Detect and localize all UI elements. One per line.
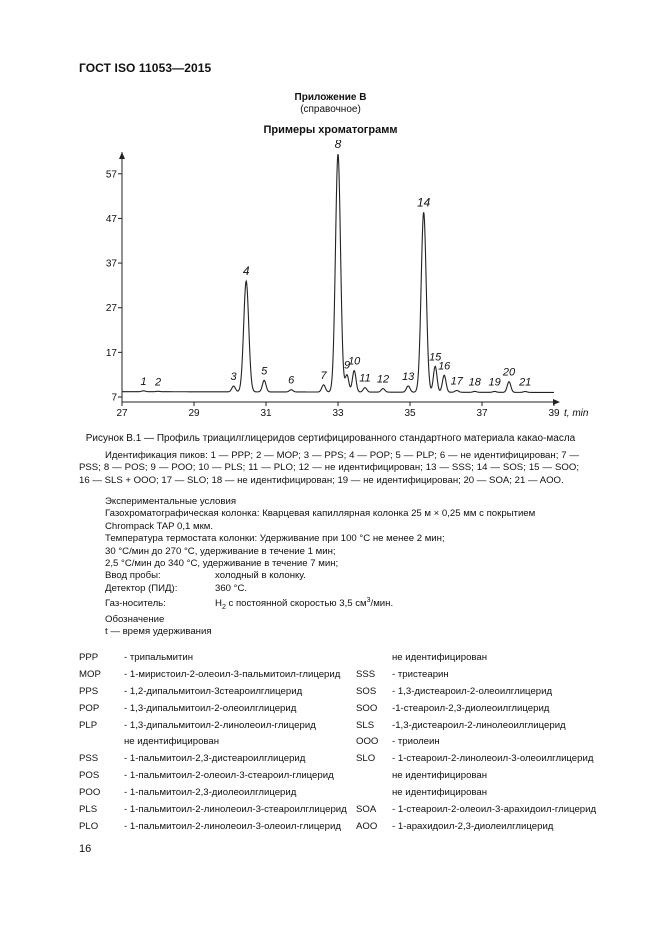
abbr-code: PLS [79, 804, 98, 816]
abbr-desc: - 1-арахидоил-2,3-диолеилглицерид [392, 820, 554, 832]
table-row [79, 770, 596, 787]
figure-caption: Рисунок В.1 — Профиль триацилглицеридов сертифицированного стандартного материала какао-масла [85, 433, 576, 444]
table-row [79, 736, 596, 753]
abbr-code: SLS [356, 719, 375, 731]
carrier-gas-h: H [215, 598, 222, 610]
x-tick-label: 27 [116, 408, 128, 419]
abbr-code: POP [79, 702, 100, 714]
abbr-code: SOO [356, 702, 378, 714]
annex-title: Приложение В [294, 92, 367, 103]
y-tick-label: 7 [111, 392, 117, 404]
abbr-code: OOO [356, 736, 379, 748]
section-title: Примеры хроматограмм [263, 124, 398, 136]
abbr-desc: - 1,3-дипальмитоил-2-олеоилглицерид [124, 702, 297, 714]
peak-label: 16 [438, 360, 451, 373]
table-row [79, 787, 596, 804]
carrier-gas-rate: с постоянной скоростью 3,5 см [225, 598, 367, 610]
table-row [79, 720, 596, 737]
abbr-code: PLO [79, 820, 99, 832]
oven-temperature-line-3: 2,5 °С/мин до 340 °С, удерживание в течение 7 мин; [105, 558, 339, 570]
oven-temperature-line-1: Температура термостата колонки: Удерживание при 100 °С не менее 2 мин; [105, 533, 445, 545]
detector-row [79, 583, 579, 595]
table-row [79, 753, 596, 770]
table-row [79, 821, 596, 838]
legend [105, 614, 212, 639]
abbr-code: POO [79, 787, 101, 799]
abbr-desc: не идентифицирован [392, 787, 488, 799]
peak-label: 21 [519, 376, 532, 389]
y-axis-arrow-icon [119, 152, 125, 159]
y-tick-label: 47 [105, 213, 117, 225]
peak-label: 10 [348, 355, 361, 368]
x-tick-label: 33 [332, 408, 344, 419]
carrier-gas-row [79, 595, 579, 615]
y-tick-label: 37 [105, 258, 117, 270]
abbr-desc: - 1,3-дистеароил-2-олеоилглицерид [392, 685, 553, 697]
chromatogram-chart [0, 140, 661, 430]
table-row [79, 703, 596, 720]
abbr-desc: - 1-пальмитоил-2-олеоил-3-стеароил-глицерид [124, 770, 334, 782]
abbr-code: PSS [79, 753, 99, 765]
abbr-code: PPS [79, 685, 99, 697]
conditions-heading: Экспериментальные условия [105, 496, 237, 507]
injection-row [79, 570, 579, 582]
detector-label: Детектор (ПИД): [105, 582, 178, 594]
legend-item: t — время удерживания [105, 626, 212, 638]
y-tick-label: 57 [105, 169, 117, 181]
injection-label: Ввод пробы: [105, 570, 161, 582]
x-axis-label: t, min [564, 408, 589, 419]
page-number: 16 [79, 843, 92, 855]
peak-label: 20 [502, 366, 516, 379]
x-tick-label: 35 [404, 408, 416, 419]
y-tick-label: 27 [105, 303, 117, 315]
peak-label: 1 [140, 375, 147, 388]
abbr-code: SLO [356, 753, 376, 765]
peak-label: 12 [376, 373, 390, 386]
abbr-code: MOP [79, 668, 101, 680]
legend-heading: Обозначение [105, 614, 165, 625]
table-row [79, 669, 596, 686]
abbr-code: SSS [356, 668, 376, 680]
peak-label: 8 [334, 140, 342, 152]
abbr-desc: - 1-стеароил-2-линолеоил-3-олеоилглицерид [392, 753, 594, 765]
x-tick-label: 39 [548, 408, 560, 419]
abbr-desc: не идентифицирован [392, 770, 488, 782]
abbr-desc: - 1-миристоил-2-олеоил-3-пальмитоил-глицерид [124, 668, 341, 680]
table-row [79, 652, 596, 669]
x-tick-label: 29 [188, 408, 200, 419]
injection-value: холодный в колонку. [215, 570, 306, 582]
abbr-code [79, 736, 124, 753]
abbr-code: POS [79, 770, 100, 782]
document-header: ГОСТ ISO 11053—2015 [79, 61, 212, 75]
abbr-code [356, 787, 392, 804]
peak-label: 5 [261, 365, 268, 378]
abbr-desc: - 1-стеароил-2-олеоил-3-арахидоил-глицерид [392, 804, 597, 816]
experimental-conditions [79, 496, 579, 615]
abbr-desc: -1-стеароил-2,3-диолеоилглицерид [392, 702, 550, 714]
peak-label: 4 [242, 264, 250, 279]
peak-label: 3 [230, 371, 237, 384]
abbreviation-table [79, 652, 596, 838]
abbr-code: SOA [356, 804, 377, 816]
carrier-gas-sub: 2 [221, 604, 226, 612]
abbr-desc: - 1-пальмитоил-2,3-диолеоилглицерид [124, 787, 297, 799]
peak-identification: Идентификация пиков: 1 — PPP; 2 — МОР; 3 — PPS; 4 — POP; 5 — PLP; 6 — не идентифицирован; 7 — PSS; 8 — POS; 9 — POO; 10 — PLS; 11 — PLO; 12 — не идентифицирован; 13 — SSS; 14 — SOS; 15 — SOO; 16 — SLS + OOO; 17 — SLO; 18 — не идентифицирован; 19 — не идентифицирован; 20 — SOA; 21 — AOO. [79, 450, 579, 486]
carrier-gas-unit: /мин. [370, 598, 394, 610]
abbr-code: AOO [356, 820, 378, 832]
abbr-code: SOS [356, 685, 377, 697]
abbr-desc: - триолеин [392, 736, 440, 748]
abbr-desc: - 1-пальмитоил-2-линолеоил-3-олеоил-глицерид [124, 820, 341, 832]
abbr-code [356, 770, 392, 787]
peak-label: 6 [288, 374, 295, 387]
abbr-desc: - 1,2-дипальмитоил-3стеароилглицерид [124, 685, 303, 697]
peak-label: 9 [343, 359, 351, 372]
table-row [79, 686, 596, 703]
peak-label: 18 [468, 376, 481, 389]
column-description: Газохроматографическая колонка: Кварцевая капиллярная колонка 25 м × 0,25 мм с покрытием Chromрack TAP 0,1 мкм. [105, 508, 536, 532]
abbr-desc: - 1,3-дипальмитоил-2-линолеоил-глицерид [124, 719, 316, 731]
series-line [122, 154, 554, 392]
peak-label: 11 [359, 372, 371, 385]
carrier-gas-sup: 3 [366, 597, 371, 605]
abbr-desc: - 1-пальмитоил-2-линолеоил-3-стеароилглицерид [124, 804, 347, 816]
table-row [79, 804, 596, 821]
peak-label: 2 [154, 376, 162, 389]
peak-label: 19 [488, 376, 501, 389]
abbr-desc: не идентифицирован [392, 652, 488, 663]
oven-temperature-line-2: 30 °С/мин до 270 °С, удерживание в течение 1 мин; [105, 545, 336, 557]
abbr-desc: - трипальмитин [124, 652, 194, 663]
abbr-desc: - тристеарин [392, 668, 449, 680]
carrier-gas-label: Газ-носитель: [105, 598, 166, 610]
abbr-desc: - 1-пальмитоил-2,3-дистеароилглицерид [124, 753, 306, 765]
annex-subtitle: (справочное) [300, 104, 361, 115]
abbr-code: PLP [79, 719, 98, 731]
x-tick-label: 31 [260, 408, 272, 419]
abbr-desc: -1,3-дистеароил-2-линолеоилглицерид [392, 719, 566, 731]
y-tick-label: 17 [105, 347, 117, 359]
peak-label: 17 [450, 375, 463, 388]
x-tick-label: 37 [476, 408, 488, 419]
peak-label: 13 [402, 370, 415, 383]
abbr-code: PPP [79, 652, 99, 663]
abbr-desc: не идентифицирован [124, 736, 220, 748]
peak-label: 7 [320, 369, 327, 382]
peak-label: 15 [429, 351, 442, 364]
detector-value: 360 °С. [215, 582, 248, 594]
peak-label: 14 [417, 195, 431, 210]
abbr-code [356, 652, 392, 669]
